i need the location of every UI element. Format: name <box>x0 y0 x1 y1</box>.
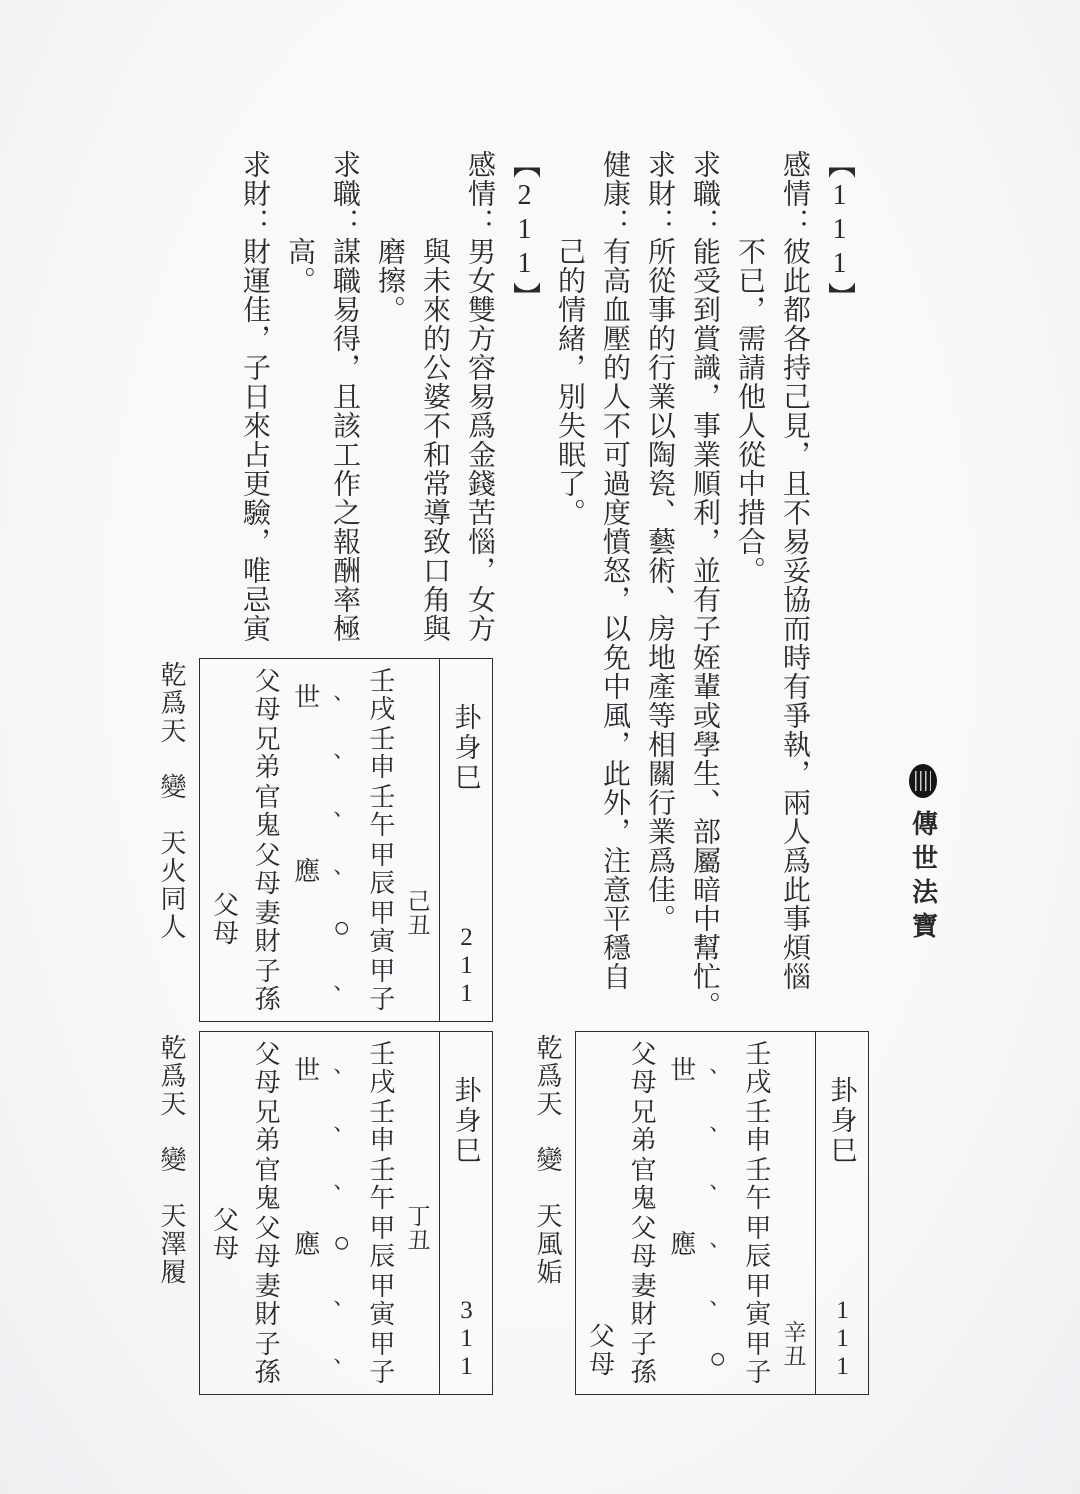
line-stem-branch: 甲辰 <box>741 1214 771 1270</box>
line-stem-branch: 甲子 <box>365 1330 395 1386</box>
shi-ying-seat: 應 <box>290 1230 320 1256</box>
hexagram-title-panel <box>439 1032 492 1394</box>
hexagram-title-panel <box>815 1032 868 1394</box>
line-relation: 妻財 <box>251 1272 281 1328</box>
yang-line-mark: 、 <box>709 1052 731 1077</box>
hexagram-group-111 <box>528 1031 869 1395</box>
line-relation: 兄弟 <box>251 1098 281 1154</box>
line-relation: 官鬼 <box>627 1156 657 1212</box>
yang-line-mark: 、 <box>709 1110 731 1135</box>
hexagram-title-panel <box>439 659 492 1021</box>
topic-paragraph <box>637 150 682 1036</box>
line-stem-branch: 壬午 <box>365 783 395 839</box>
line-relation: 子孫 <box>627 1330 657 1386</box>
brand-name: 傳世法寶 <box>908 810 938 946</box>
section-header <box>502 150 547 1036</box>
text-column: 求財：所從事的行業以陶瓷、藝術、房地產等相關行業爲佳。 <box>644 150 675 933</box>
shi-ying-seat: 應 <box>666 1230 696 1256</box>
moving-line-circle-mark: ○ <box>333 1226 351 1259</box>
line-relation: 父母 <box>627 1214 657 1270</box>
shi-ying-seat: 世 <box>290 1056 320 1082</box>
yang-line-mark: 、 <box>333 853 355 878</box>
text-column: 己的情緒，別失眠了。 <box>554 237 585 527</box>
text-column: 求職：謀職易得，且該工作之報酬率極 <box>329 150 360 643</box>
line-relation: 子孫 <box>251 957 281 1013</box>
line-branch-annotation: 辛丑 <box>780 1320 806 1368</box>
line-relation: 官鬼 <box>251 1156 281 1212</box>
line-stem-branch: 甲寅 <box>741 1272 771 1328</box>
section-header <box>817 150 862 1036</box>
yang-line-mark: 、 <box>709 1168 731 1193</box>
yang-line-mark: 、 <box>333 795 355 820</box>
line-stem-branch: 甲寅 <box>365 1272 395 1328</box>
text-column: 求職：能受到賞識，事業順利，並有子姪輩或學生、部屬暗中幫忙。 <box>689 150 720 1020</box>
moving-line-circle-mark: ○ <box>709 1342 727 1375</box>
line-relation: 父母 <box>627 1040 657 1096</box>
moving-line-circle-mark: ○ <box>333 911 351 944</box>
hexagram-lines <box>200 1032 439 1394</box>
line-relation: 妻財 <box>627 1272 657 1328</box>
changed-line-relation: 父母 <box>209 891 239 947</box>
yang-line-mark: 、 <box>333 1110 355 1135</box>
line-stem-branch: 壬戌 <box>365 1040 395 1096</box>
text-column: 與未來的公婆不和常導致口角與 <box>419 237 450 643</box>
hexagram-table <box>199 1031 493 1395</box>
yang-line-mark: 、 <box>333 679 355 704</box>
hexagram-group-211 <box>152 658 493 1022</box>
changed-line-relation: 父母 <box>209 1206 239 1262</box>
topic-paragraph <box>682 150 727 1036</box>
shi-ying-seat: 世 <box>666 1056 696 1082</box>
line-relation: 父母 <box>251 667 281 723</box>
yang-line-mark: 、 <box>333 1052 355 1077</box>
line-stem-branch: 壬戌 <box>365 667 395 723</box>
yang-line-mark: 、 <box>709 1284 731 1309</box>
shi-ying-seat: 應 <box>290 857 320 883</box>
topic-paragraph <box>547 150 637 1036</box>
line-stem-branch: 壬申 <box>365 1098 395 1154</box>
publisher-seal-icon <box>909 764 937 798</box>
line-relation: 兄弟 <box>251 725 281 781</box>
yang-line-mark: 、 <box>333 1284 355 1309</box>
bracket-open: 【 <box>824 150 855 180</box>
line-relation: 父母 <box>251 1214 281 1270</box>
hexagram-body-label: 卦身巳 <box>450 703 481 793</box>
yang-line-mark: 、 <box>709 1226 731 1251</box>
yang-line-mark: 、 <box>333 737 355 762</box>
line-relation: 子孫 <box>251 1330 281 1386</box>
line-stem-branch: 壬申 <box>365 725 395 781</box>
line-stem-branch: 甲辰 <box>365 1214 395 1270</box>
section-number: 111 <box>824 180 855 282</box>
topic-paragraph <box>727 150 817 1036</box>
hexagram-group-311 <box>152 1031 493 1395</box>
line-relation: 官鬼 <box>251 783 281 839</box>
line-stem-branch: 壬午 <box>741 1156 771 1212</box>
hexagram-caption: 乾爲天 變 天澤履 <box>157 1034 186 1286</box>
hexagram-caption: 乾爲天 變 天火同人 <box>157 661 186 941</box>
text-column: 不已，需請他人從中措合。 <box>734 237 765 585</box>
line-stem-branch: 壬午 <box>365 1156 395 1212</box>
line-stem-branch: 甲寅 <box>365 899 395 955</box>
line-branch-annotation: 丁丑 <box>404 1204 430 1252</box>
bracket-close: 】 <box>509 282 540 312</box>
brand-column <box>902 764 944 946</box>
line-stem-branch: 壬戌 <box>741 1040 771 1096</box>
line-stem-branch: 甲子 <box>365 957 395 1013</box>
line-relation: 兄弟 <box>627 1098 657 1154</box>
line-branch-annotation: 己丑 <box>404 889 430 937</box>
hexagram-caption: 乾爲天 變 天風姤 <box>533 1034 562 1286</box>
hexagram-body-label: 卦身巳 <box>450 1076 481 1166</box>
line-relation: 妻財 <box>251 899 281 955</box>
hexagram-lines <box>200 659 439 1021</box>
line-relation: 父母 <box>251 1040 281 1096</box>
text-column: 感情：男女雙方容易爲金錢苦惱，女方 <box>464 150 495 643</box>
bracket-close: 】 <box>824 282 855 312</box>
yang-line-mark: 、 <box>333 1342 355 1367</box>
hexagram-code: 111 <box>829 1297 856 1381</box>
bracket-open: 【 <box>509 150 540 180</box>
hexagram-code: 311 <box>453 1297 480 1381</box>
hexagram-table <box>575 1031 869 1395</box>
text-column: 求財：財運佳，子日來占更驗，唯忌寅 <box>239 150 270 643</box>
hexagram-lines <box>576 1032 815 1394</box>
shi-ying-seat: 世 <box>290 683 320 709</box>
hexagram-code: 211 <box>453 924 480 1008</box>
line-relation: 父母 <box>251 841 281 897</box>
line-stem-branch: 甲辰 <box>365 841 395 897</box>
section-number: 211 <box>509 180 540 282</box>
hexagram-table <box>199 658 493 1022</box>
text-column: 高。 <box>284 237 315 295</box>
line-stem-branch: 甲子 <box>741 1330 771 1386</box>
text-column: 磨擦。 <box>374 237 405 324</box>
text-column: 健康：有高血壓的人不可過度憤怒，以免中風，此外，注意平穩自 <box>599 150 630 991</box>
yang-line-mark: 、 <box>333 1168 355 1193</box>
changed-line-relation: 父母 <box>585 1322 615 1378</box>
yang-line-mark: 、 <box>333 969 355 994</box>
hexagram-body-label: 卦身巳 <box>826 1076 857 1166</box>
text-column: 感情：彼此都各持己見，且不易妥協而時有爭執，兩人爲此事煩惱 <box>779 150 810 991</box>
line-stem-branch: 壬申 <box>741 1098 771 1154</box>
